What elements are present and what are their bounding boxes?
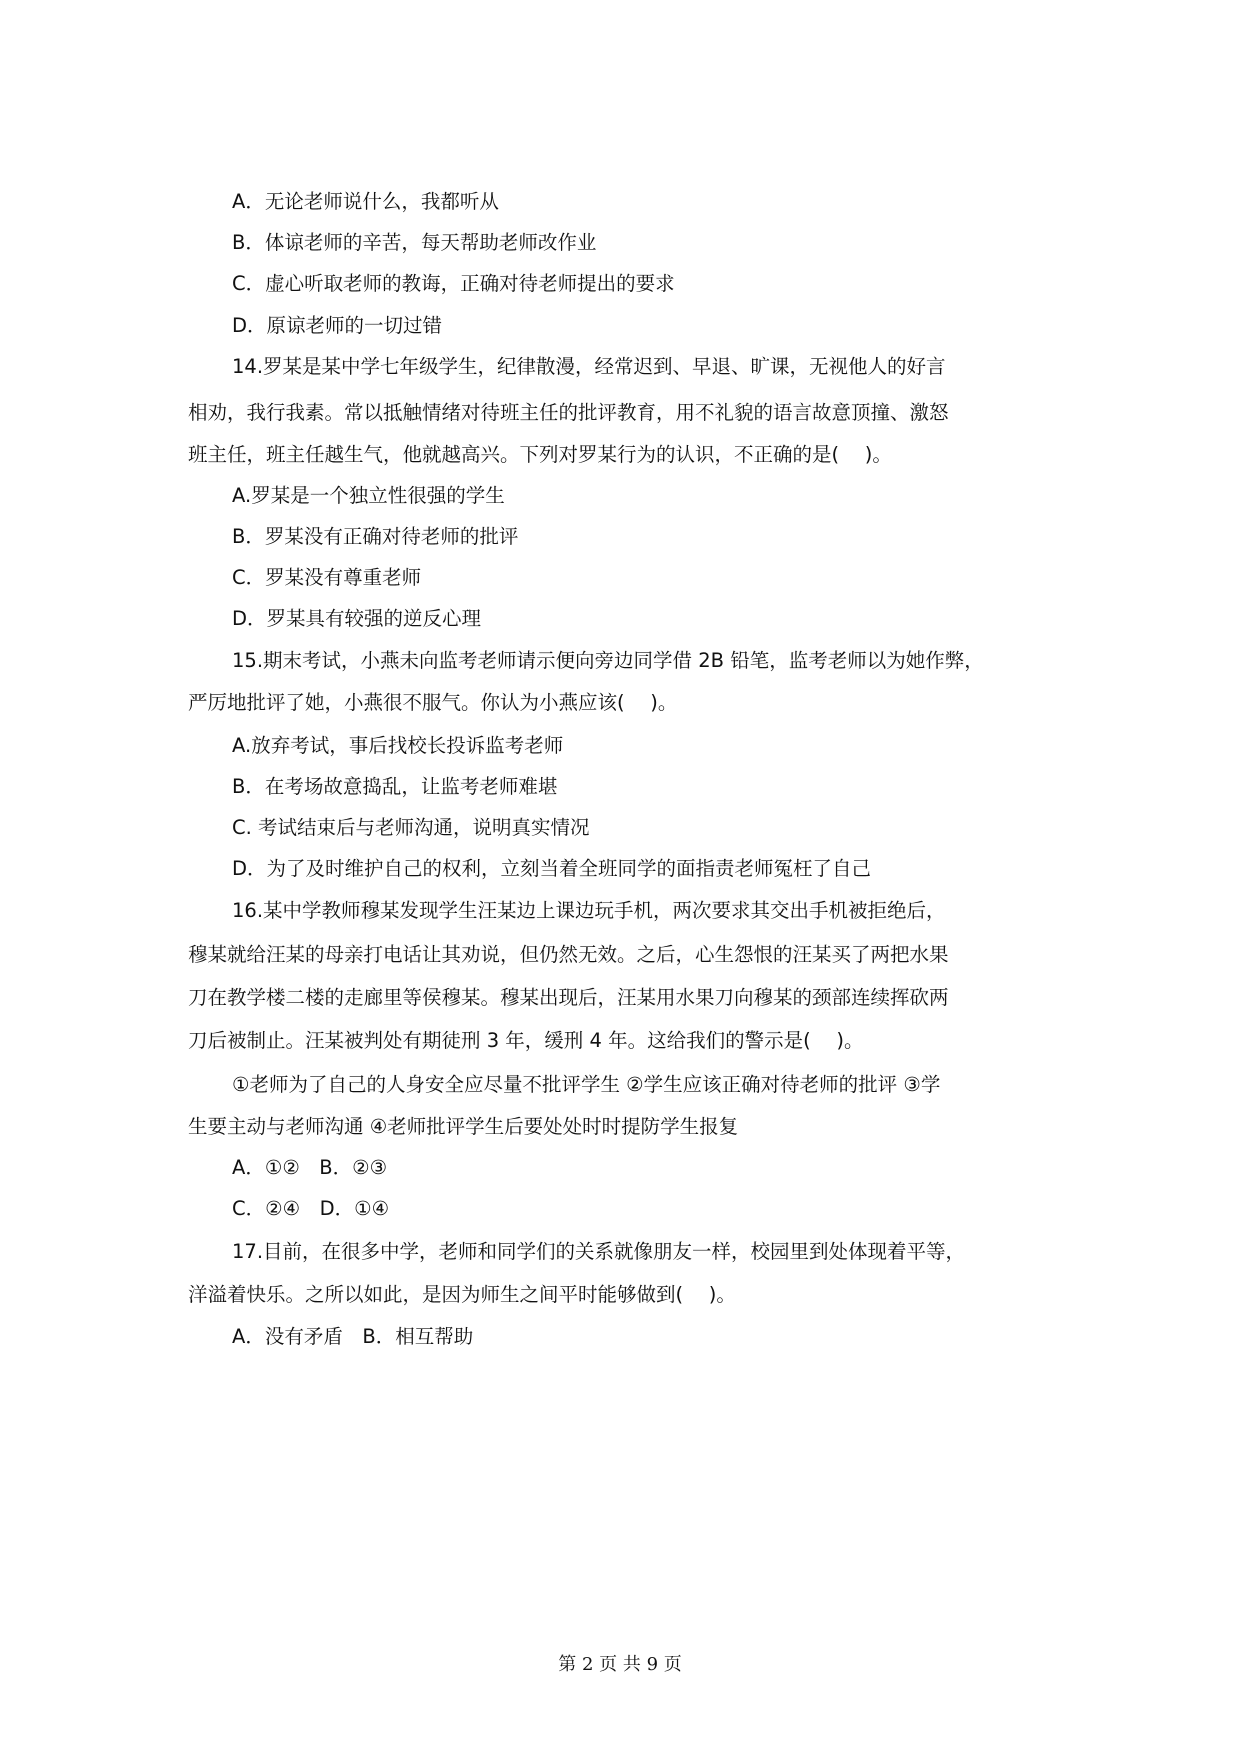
q16-options-row-2: C．②④ D．①④ xyxy=(232,1197,390,1220)
q15-stem-line-2: 严厉地批评了她，小燕很不服气。你认为小燕应该( )。 xyxy=(188,691,678,714)
q17-options-row-1: A．没有矛盾 B．相互帮助 xyxy=(232,1325,474,1348)
q13-option-c: C．虚心听取老师的教诲，正确对待老师提出的要求 xyxy=(232,272,675,295)
page-number-footer: 第 2 页 共 9 页 xyxy=(558,1654,682,1675)
q14-option-c: C．罗某没有尊重老师 xyxy=(232,566,422,589)
q15-stem-line-1: 15.期末考试，小燕未向监考老师请示便向旁边同学借 2B 铅笔，监考老师以为她作弊， xyxy=(232,649,984,672)
q14-option-d: D．罗某具有较强的逆反心理 xyxy=(232,607,482,630)
q13-option-d: D．原谅老师的一切过错 xyxy=(232,314,443,337)
q16-stem-line-2: 穆某就给汪某的母亲打电话让其劝说，但仍然无效。之后，心生怨恨的汪某买了两把水果 xyxy=(188,943,949,966)
q14-option-a: A.罗某是一个独立性很强的学生 xyxy=(232,484,505,507)
q13-option-a: A．无论老师说什么，我都听从 xyxy=(232,190,499,213)
q15-option-c: C. 考试结束后与老师沟通，说明真实情况 xyxy=(232,816,590,839)
q15-option-a: A.放弃考试，事后找校长投诉监考老师 xyxy=(232,734,564,757)
q17-stem-line-1: 17.目前，在很多中学，老师和同学们的关系就像朋友一样，校园里到处体现着平等， xyxy=(232,1240,966,1263)
q16-stem-line-1: 16.某中学教师穆某发现学生汪某边上课边玩手机，两次要求其交出手机被拒绝后， xyxy=(232,899,946,922)
q14-option-b: B．罗某没有正确对待老师的批评 xyxy=(232,525,519,548)
q16-statements-line-1: ①老师为了自己的人身安全应尽量不批评学生 ②学生应该正确对待老师的批评 ③学 xyxy=(232,1073,941,1096)
q16-stem-line-4: 刀后被制止。汪某被判处有期徒刑 3 年，缓刑 4 年。这给我们的警示是( )。 xyxy=(188,1029,864,1052)
q13-option-b: B．体谅老师的辛苦，每天帮助老师改作业 xyxy=(232,231,597,254)
q14-stem-line-1: 14.罗某是某中学七年级学生，纪律散漫，经常迟到、早退、旷课，无视他人的好言 xyxy=(232,355,946,378)
q14-stem-line-2: 相劝，我行我素。常以抵触情绪对待班主任的批评教育，用不礼貌的语言故意顶撞、激怒 xyxy=(188,401,949,424)
q15-option-b: B．在考场故意捣乱，让监考老师难堪 xyxy=(232,775,558,798)
q14-stem-line-3: 班主任，班主任越生气，他就越高兴。下列对罗某行为的认识，不正确的是( )。 xyxy=(188,443,892,466)
q16-options-row-1: A．①② B．②③ xyxy=(232,1156,388,1179)
q16-stem-line-3: 刀在教学楼二楼的走廊里等侯穆某。穆某出现后，汪某用水果刀向穆某的颈部连续挥砍两 xyxy=(188,986,949,1009)
q17-stem-line-2: 洋溢着快乐。之所以如此，是因为师生之间平时能够做到( )。 xyxy=(188,1283,736,1306)
q15-option-d: D．为了及时维护自己的权利，立刻当着全班同学的面指责老师冤枉了自己 xyxy=(232,857,872,880)
q16-statements-line-2: 生要主动与老师沟通 ④老师批评学生后要处处时时提防学生报复 xyxy=(188,1115,739,1138)
